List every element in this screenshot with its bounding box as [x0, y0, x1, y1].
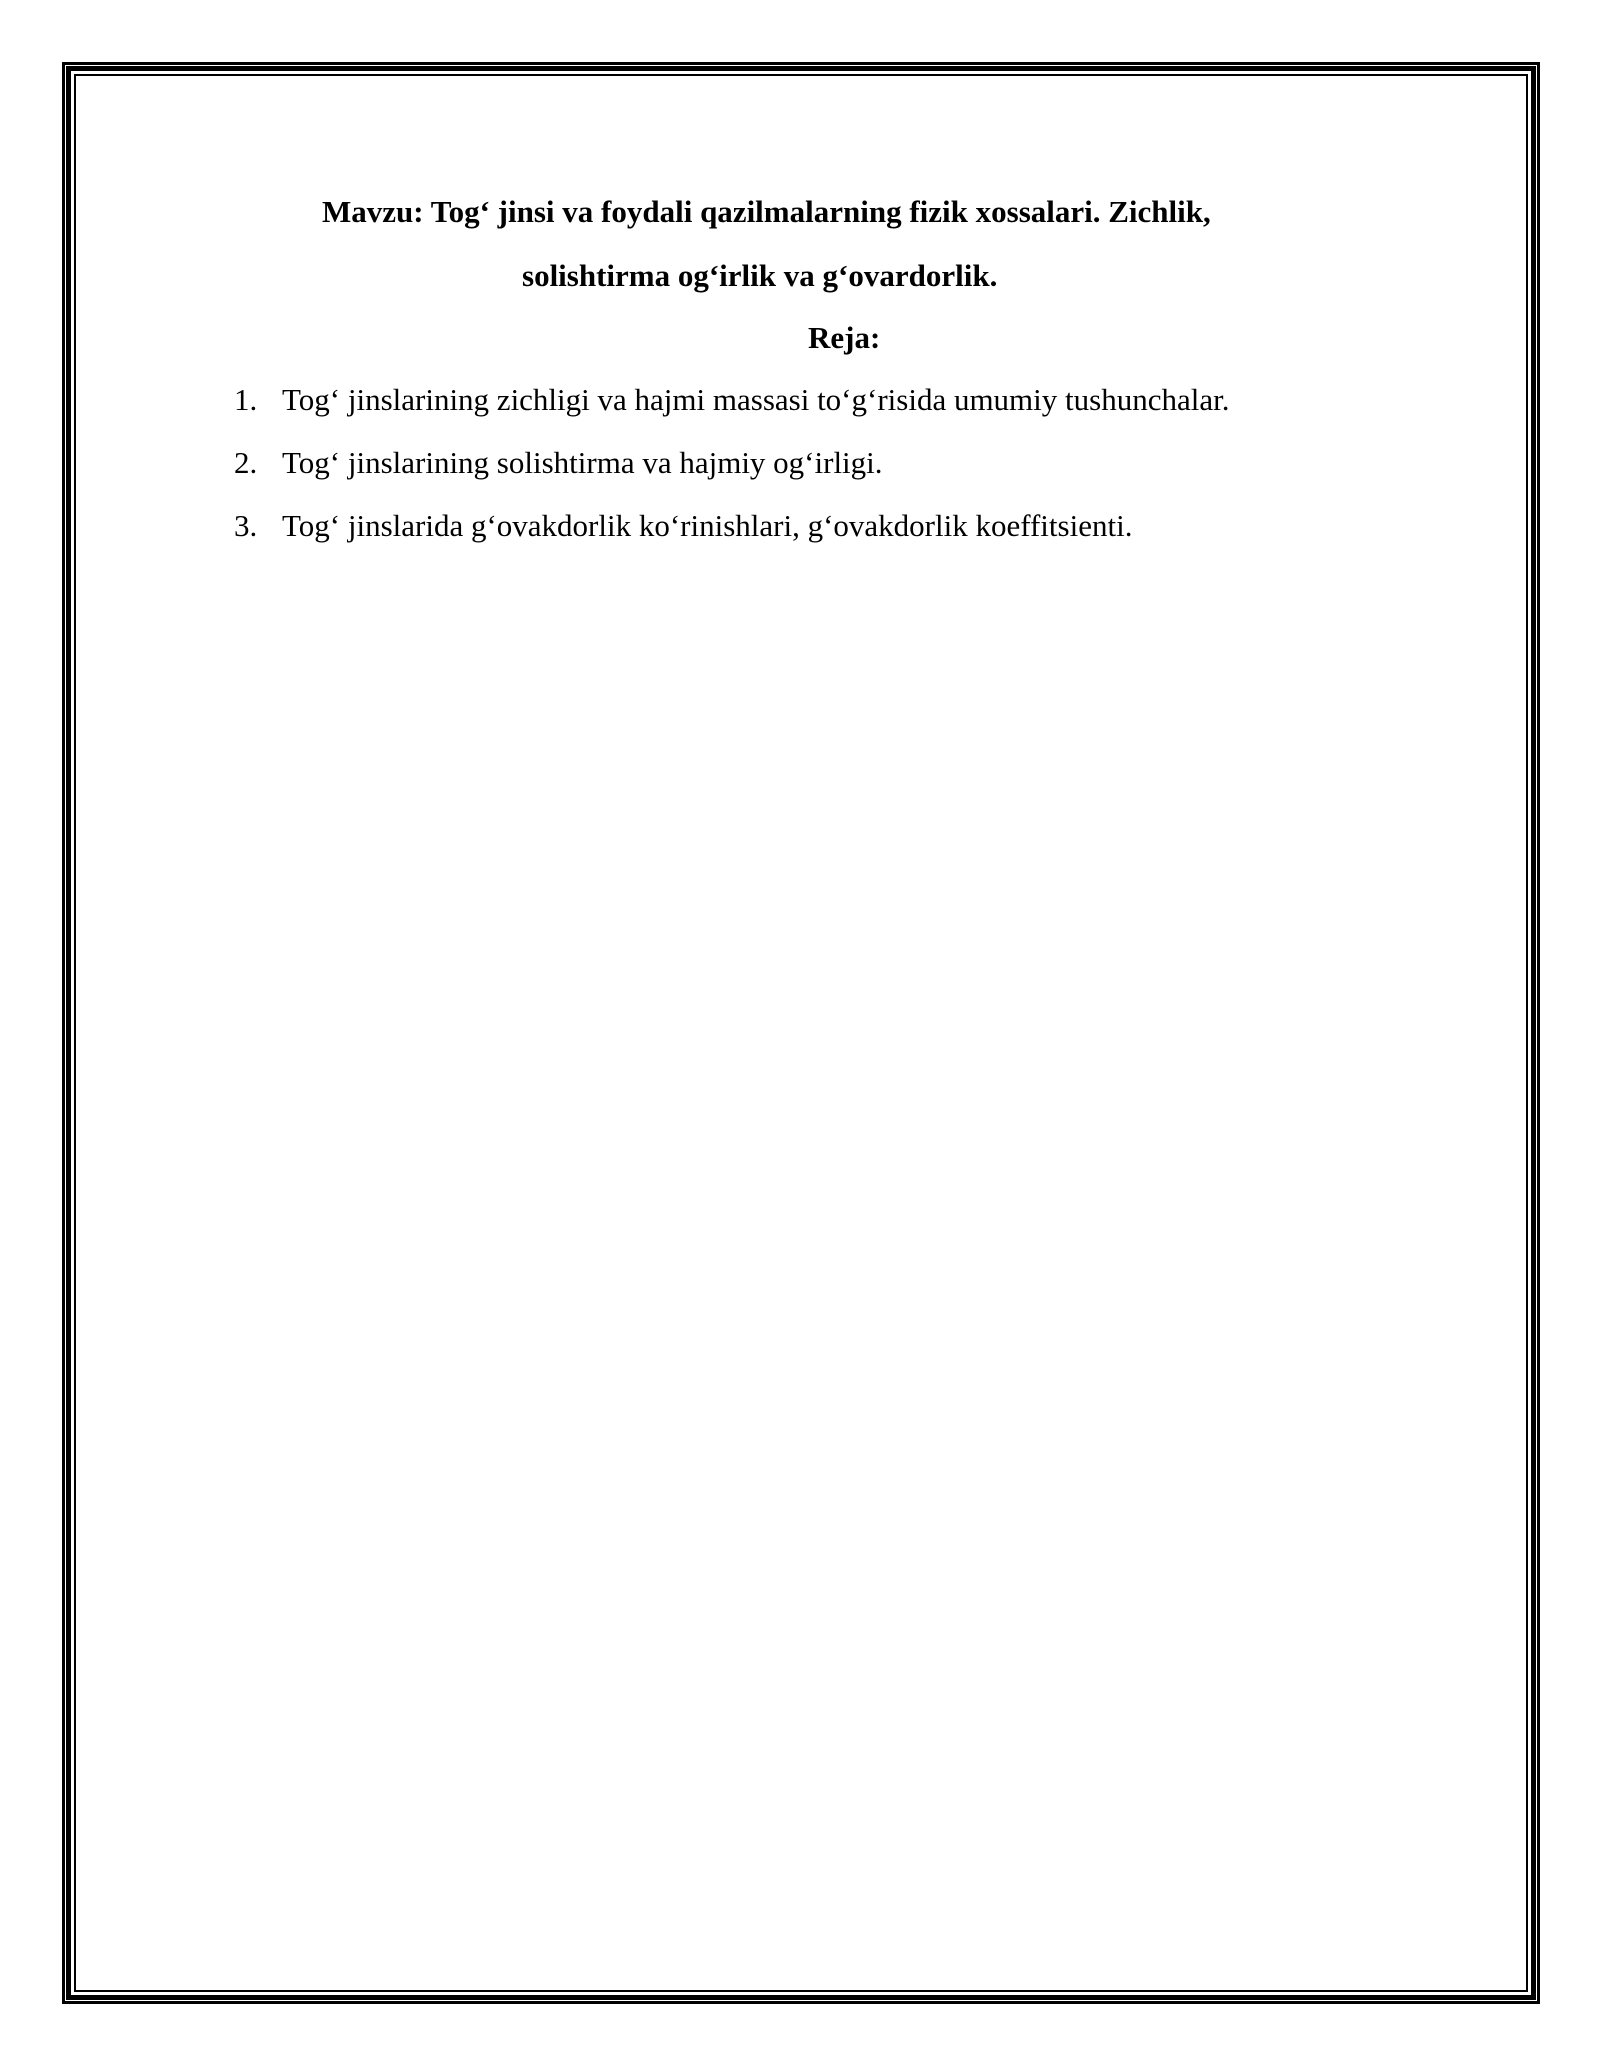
plan-item-number: 3. — [234, 508, 258, 543]
plan-item-text: Tog‘ jinslarining solishtirma va hajmiy og‘irligi. — [282, 445, 883, 480]
document-title-line-1: Mavzu: Tog‘ jinsi va foydali qazilmalarning fizik xossalari. Zichlik, — [322, 194, 1211, 229]
plan-item-1 — [234, 380, 1229, 443]
document-title-line-2: solishtirma og‘irlik va g‘ovardorlik. — [522, 258, 998, 293]
plan-item-2 — [234, 443, 1229, 506]
plan-list — [234, 380, 1229, 569]
plan-heading: Reja: — [808, 320, 881, 355]
plan-item-3 — [234, 506, 1229, 569]
plan-item-number: 2. — [234, 445, 258, 480]
page-border-inner — [74, 74, 1528, 1992]
plan-item-text: Tog‘ jinslarida g‘ovakdorlik ko‘rinishlari, g‘ovakdorlik koeffitsienti. — [282, 508, 1133, 543]
plan-item-number: 1. — [234, 382, 258, 417]
plan-item-text: Tog‘ jinslarining zichligi va hajmi massasi to‘g‘risida umumiy tushunchalar. — [282, 382, 1230, 417]
